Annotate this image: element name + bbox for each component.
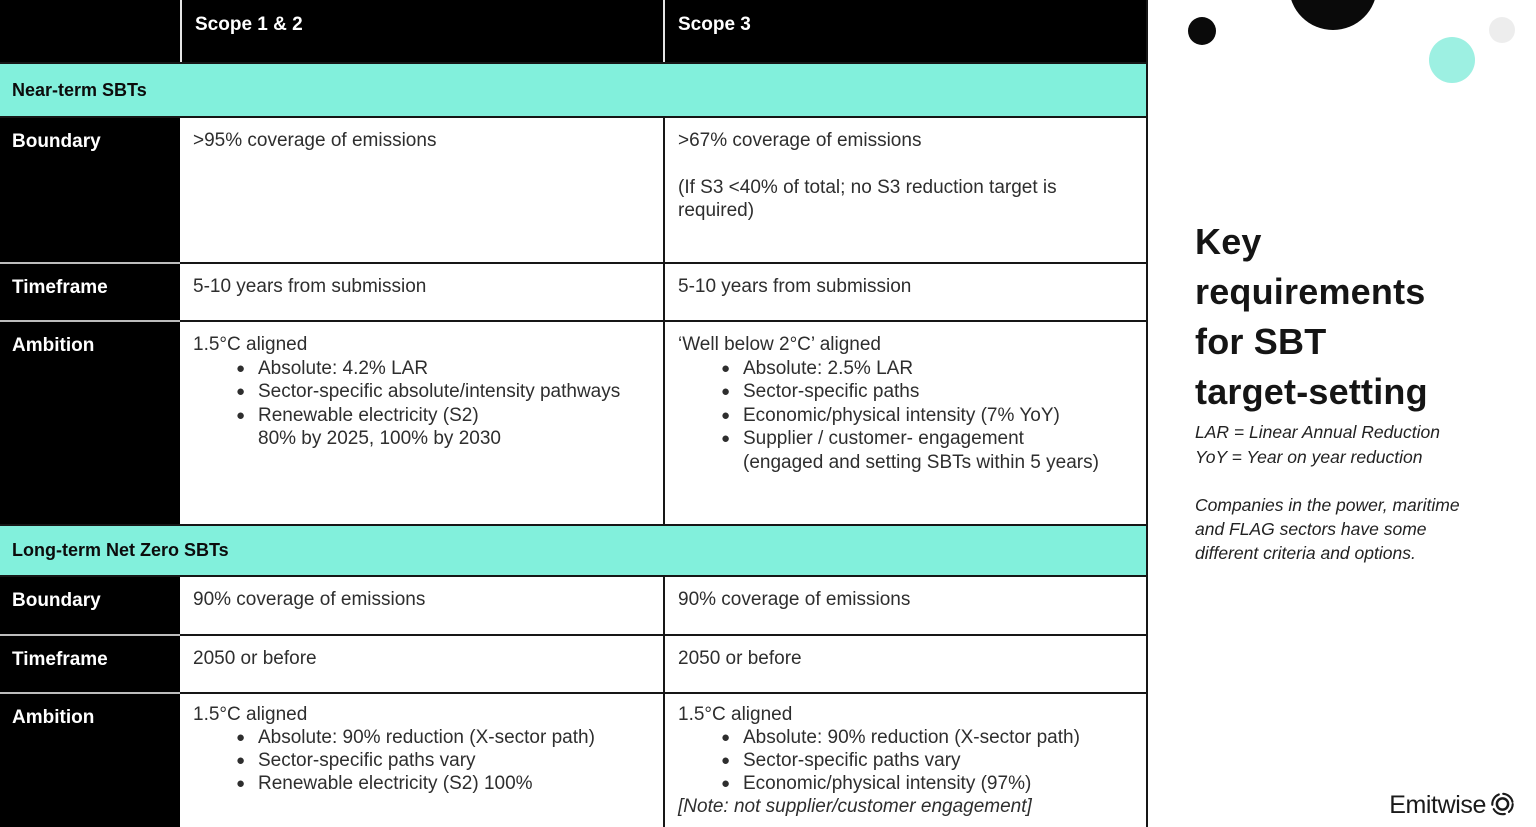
bullet-item: ● Sector-specific paths vary [678,749,1132,772]
bullet-icon: ● [235,406,246,424]
bullet-item: ● Economic/physical intensity (97%) [678,772,1132,795]
bullet-icon: ● [720,406,731,424]
cell-longterm-boundary-s3: 90% coverage of emissions [663,577,1148,634]
cell-note: [Note: not supplier/customer engagement] [678,796,1032,817]
row-label-boundary: Boundary [0,118,180,262]
bullet-icon: ● [720,729,731,746]
cell-text: (If S3 <40% of total; no S3 reduction target is required) [678,176,1057,221]
section-header-long-term: Long-term Net Zero SBTs [0,524,1148,577]
table-row [0,262,1148,320]
cell-nearterm-timeframe-s3: 5-10 years from submission [663,262,1148,320]
table-row [0,634,1148,692]
cell-text: 1.5°C aligned [193,334,308,355]
abbreviation-legend [1195,420,1440,470]
cell-nearterm-timeframe-s12: 5-10 years from submission [180,262,663,320]
bullet-icon: ● [235,775,246,792]
right-panel [1148,0,1536,827]
bullet-icon: ● [720,775,731,792]
bullet-continuation: (engaged and setting SBTs within 5 years) [743,451,1099,473]
bullet-icon: ● [235,359,246,377]
bullet-item: ● Sector-specific absolute/intensity pathways [193,380,649,404]
sector-exception-note: Companies in the power, maritime and FLAG sectors have some different criteria and options. [1195,495,1460,563]
column-header-scope-1-2: Scope 1 & 2 [180,0,663,62]
cell-text: 1.5°C aligned [193,704,308,725]
bullet-icon: ● [235,729,246,746]
bullet-item: ● Economic/physical intensity (7% YoY) [678,404,1132,428]
cell-text: ‘Well below 2°C’ aligned [678,334,881,355]
decor-circle-black-large-icon [1289,0,1377,30]
legend-yoy: YoY = Year on year reduction [1195,447,1423,467]
table-row [0,118,1148,262]
bullet-item: ● Renewable electricity (S2) [193,404,649,428]
row-label-timeframe: Timeframe [0,634,180,692]
cell-text: >95% coverage of emissions [193,130,437,151]
cell-text: 1.5°C aligned [678,704,793,725]
emitwise-logo-text: Emitwise [1389,790,1486,819]
cell-longterm-timeframe-s3: 2050 or before [663,634,1148,692]
section-row-near-term [0,62,1148,118]
table-corner-cell [0,0,180,62]
cell-longterm-ambition-s12 [180,692,663,827]
bullet-icon: ● [235,752,246,769]
table-row [0,320,1148,524]
cell-longterm-timeframe-s12: 2050 or before [180,634,663,692]
bullet-item: ● Supplier / customer- engagement [678,427,1132,451]
bullet-icon: ● [720,430,731,447]
bullet-icon: ● [720,359,731,377]
cell-longterm-ambition-s3 [663,692,1148,827]
bullet-item: ● Absolute: 90% reduction (X-sector path) [678,726,1132,749]
cell-nearterm-boundary-s3 [663,118,1148,262]
decor-circle-black-small-icon [1188,17,1216,45]
emitwise-logo [1389,789,1516,821]
legend-lar: LAR = Linear Annual Reduction [1195,422,1440,442]
bullet-icon: ● [235,383,246,400]
bullet-item: ● Absolute: 4.2% LAR [193,357,649,381]
page-title: Key requirements for SBT target-setting [1195,221,1428,413]
row-label-ambition: Ambition [0,692,180,827]
row-label-timeframe: Timeframe [0,262,180,320]
cell-nearterm-ambition-s3 [663,320,1148,524]
cell-longterm-boundary-s12: 90% coverage of emissions [180,577,663,634]
table-row [0,577,1148,634]
column-header-scope-3: Scope 3 [663,0,1148,62]
bullet-icon: ● [720,383,731,400]
table-header-row [0,0,1148,62]
emitwise-logo-icon [1489,789,1516,821]
decor-circle-gray-icon [1489,17,1515,43]
table-row [0,692,1148,827]
bullet-item: ● Absolute: 2.5% LAR [678,357,1132,381]
bullet-item: ● Absolute: 90% reduction (X-sector path) [193,726,649,749]
section-row-long-term [0,524,1148,577]
bullet-continuation: 80% by 2025, 100% by 2030 [258,428,501,449]
bullet-icon: ● [720,752,731,769]
cell-nearterm-ambition-s12 [180,320,663,524]
decor-circle-teal-icon [1429,37,1475,83]
bullet-item: ● Sector-specific paths vary [193,749,649,772]
row-label-boundary: Boundary [0,577,180,634]
section-header-near-term: Near-term SBTs [0,62,1148,118]
bullet-item: ● Renewable electricity (S2) 100% [193,772,649,795]
cell-text: >67% coverage of emissions [678,130,922,151]
row-label-ambition: Ambition [0,320,180,524]
cell-nearterm-boundary-s12 [180,118,663,262]
bullet-item: ● Sector-specific paths [678,380,1132,404]
